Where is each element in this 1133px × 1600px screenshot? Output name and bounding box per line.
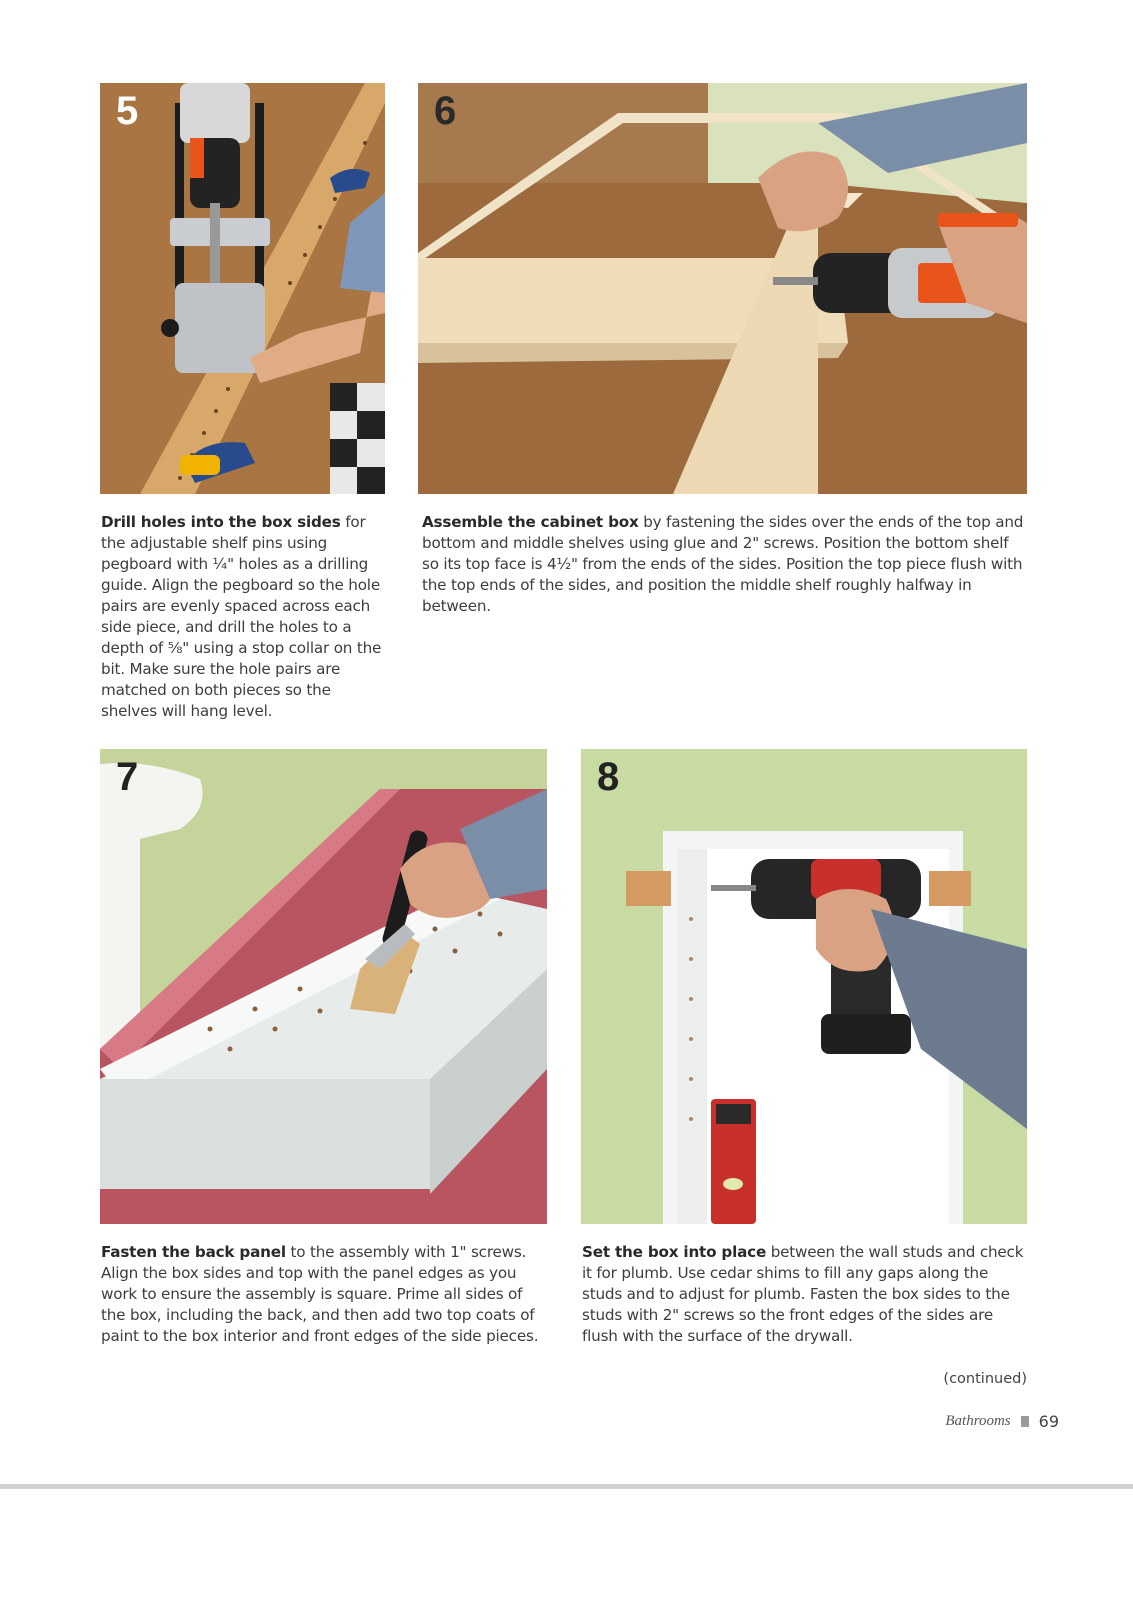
step-6-number: 6 (434, 89, 457, 133)
step-8-caption (582, 1242, 1028, 1347)
step-7-body: to the assembly with 1" screws. Align the box sides and top with the panel edges as you work to ensure the assembly is square. Prime all sides of the box, including the back, and then add two top coats of paint to the box interior and front edges of the side pieces. (101, 1243, 539, 1345)
step-5-number: 5 (116, 89, 139, 133)
continued-note: (continued) (943, 1371, 1027, 1387)
step-6-caption (422, 512, 1028, 617)
step-5-caption (101, 512, 389, 722)
step-6-lead: Assemble the cabinet box (422, 513, 639, 531)
step-6-body: by fastening the sides over the ends of the top and bottom and middle shelves using glue and 2" screws. Position the bottom shelf so its top face is 4½" from the ends of the sides. Position the top piece flush with the top ends of the sides, and position the middle shelf roughly halfway in between. (422, 513, 1024, 615)
step-7-photo (100, 749, 547, 1224)
page-footer (945, 1412, 1059, 1431)
step-8-number: 8 (597, 755, 620, 799)
page-number: 69 (1038, 1412, 1059, 1431)
step-7-number: 7 (116, 755, 139, 799)
step-8-body: between the wall studs and check it for plumb. Use cedar shims to fill any gaps along the studs and to adjust for plumb. Fasten the box sides to the studs with 2" screws so the front edges of the sides are flush with the surface of the drywall. (582, 1243, 1024, 1345)
step-6-photo (418, 83, 1027, 494)
step-5-photo (100, 83, 385, 494)
bottom-rule (0, 1484, 1133, 1489)
step-7-caption (101, 1242, 547, 1347)
step-8-photo (581, 749, 1027, 1224)
step-5-lead: Drill holes into the box sides (101, 513, 341, 531)
step-8-lead: Set the box into place (582, 1243, 767, 1261)
footer-marker (1021, 1416, 1029, 1427)
step-7-lead: Fasten the back panel (101, 1243, 286, 1261)
footer-section-title: Bathrooms (945, 1413, 1011, 1429)
step-5-body: for the adjustable shelf pins using pegboard with ¼" holes as a drilling guide. Align the pegboard so the hole pairs are evenly spaced across each side piece, and drill the holes to a depth of ⅝" using a stop collar on the bit. Make sure the hole pairs are matched on both pieces so the shelves will hang level. (101, 513, 382, 720)
